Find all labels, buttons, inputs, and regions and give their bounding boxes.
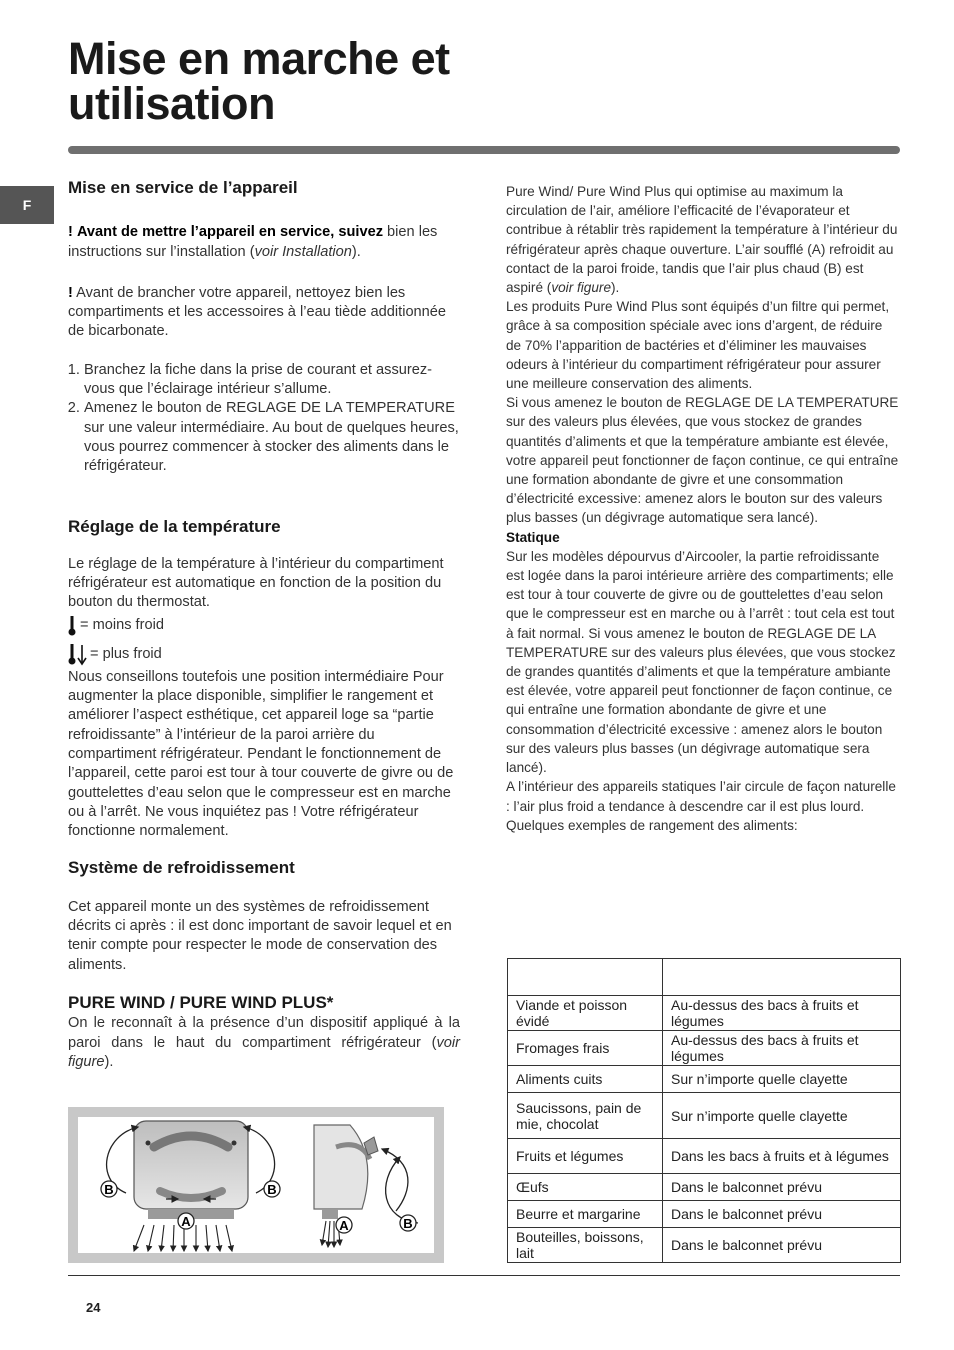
service-paragraph-2: [68, 284, 460, 342]
service-p2-text: Avant de brancher votre appareil, nettoyez bien les compartiments et les accessoires à l’eau tiède additionnée de bicarbonate.: [68, 284, 447, 340]
right-p1-italic: voir figure: [551, 280, 612, 296]
table-cell-food: Fromages frais: [508, 1031, 663, 1066]
page-title: [68, 33, 768, 129]
table-cell-location: Au-dessus des bacs à fruits et légumes: [663, 996, 901, 1031]
section-heading-purewind: PURE WIND / PURE WIND PLUS*: [68, 992, 334, 1012]
table-cell-location: Dans les bacs à fruits et à légumes: [663, 1139, 901, 1174]
cooling-paragraph: Cet appareil monte un des systèmes de refroidissement décrits ci après : il est donc important de savoir lequel et en tenir compte pour respecter le mode de conservation des aliments.: [68, 898, 452, 973]
right-paragraph-2: Les produits Pure Wind Plus sont équipés d’un filtre qui permet, grâce à sa composition spéciale avec ions d’argent, de réduire de 70% l’apparition de bactéries et d’éliminer les mauvaises odeurs à l’intérieur du compartiment réfrigérateur pour assurer une meilleure conservation des aliments.: [506, 299, 890, 392]
table-row: [508, 996, 901, 1031]
table-cell-location: Dans le balconnet prévu: [663, 1228, 901, 1263]
title-divider: [68, 146, 900, 154]
service-paragraph-1: [68, 223, 460, 262]
service-steps: [68, 361, 460, 477]
table-cell-location: Dans le balconnet prévu: [663, 1174, 901, 1201]
service-step-1: 1. Branchez la fiche dans la prise de courant et assurez-vous que l’éclairage intérieur s’allume.: [84, 361, 460, 400]
right-p1-text: Pure Wind/ Pure Wind Plus qui optimise au maximum la circulation de l’air, améliore l’efficacité de l’évaporateur et contribue à rétablir très rapidement la température à l’intérieur du réfrigérateur après chaque ouverture. L’air soufflé (A) refroidit au contact de la paroi froide, tandis que l’air plus chaud (B) est aspiré (: [506, 184, 898, 296]
thermometer-icon: [68, 616, 76, 636]
warning-mark: !: [68, 224, 73, 241]
symbol-less-cold-label: = moins froid: [80, 617, 164, 634]
warning-mark: !: [68, 284, 73, 301]
page-number: 24: [86, 1300, 101, 1315]
table-row: [508, 1066, 901, 1093]
table-cell-location: Dans le balconnet prévu: [663, 1201, 901, 1228]
service-p1-text: bien les instructions sur l’installation (: [68, 224, 438, 260]
purewind-paragraph: [68, 1014, 460, 1072]
table-row: [508, 1228, 901, 1263]
right-paragraph-4: Sur les modèles dépourvus d’Aircooler, la partie refroidissante est logée dans la paroi intérieure arrière des compartiments; elle est tour à tour couverte de givre ou de gouttelettes d’eau selon que le compresseur est en marche ou à l’arrêt : tout cela est tout à fait normal. Si vous amenez le bouton de REGLAGE DE LA TEMPERATURE sur des valeurs plus élevées, que vous stockez de grandes quantités d’aliments et que la température ambiante est élevée, votre appareil peut fonctionner de façon continue, ce qui entraîne une formation abondante de givre et une consommation d’électricité excessive : amenez alors le bouton sur des valeurs plus basses (un dégivrage automatique sera lancé).: [506, 548, 896, 776]
label-a-front: A: [181, 1214, 191, 1229]
table-cell-location: Sur n’importe quelle clayette: [663, 1093, 901, 1139]
right-paragraph-1: [506, 182, 900, 297]
right-p1-end: ).: [611, 280, 620, 296]
label-b-right: B: [267, 1182, 277, 1197]
table-cell-location: Au-dessus des bacs à fruits et légumes: [663, 1031, 901, 1066]
page-title-line2: utilisation: [68, 78, 275, 129]
table-row: [508, 1139, 901, 1174]
service-step-2: 2. Amenez le bouton de REGLAGE DE LA TEMPERATURE sur une valeur intermédiaire. Au bout de quelques heures, vous pourrez commencer à stocker des aliments dans le réfrigérateur.: [84, 399, 460, 476]
service-p1-italic: voir Installation: [254, 243, 352, 260]
purewind-p1-italic: voir figure: [68, 1034, 460, 1070]
symbol-more-cold-label: = plus froid: [90, 646, 162, 663]
table-cell-food: Viande et poisson évidé: [508, 996, 663, 1031]
table-header-row: [508, 959, 901, 996]
table-cell-food: Beurre et margarine: [508, 1201, 663, 1228]
table-cell-location: Sur n’importe quelle clayette: [663, 1066, 901, 1093]
table-row: [508, 1201, 901, 1228]
purewind-p1-text: On le reconnaît à la présence d’un dispositif appliqué à la paroi dans le haut du compartiment réfrigérateur (: [68, 1015, 460, 1051]
right-paragraph-3: Si vous amenez le bouton de REGLAGE DE LA TEMPERATURE sur des valeurs plus élevées, que vous stockez de grandes quantités d’aliments et que la température ambiante est élevée, votre appareil peut fonctionner de façon continue, ce qui entraîne une formation abondante de givre et une consommation d’électricité excessive: amenez alors le bouton sur des valeurs plus basses (un dégivrage automatique sera lancé).: [506, 395, 899, 526]
right-paragraph-5: A l’intérieur des appareils statiques l’air circule de façon naturelle : l’air plus froid a tendance à descendre car il est plus lourd. Quelques exemples de rangement des aliments:: [506, 779, 896, 833]
static-heading: Statique: [506, 529, 560, 545]
symbol-less-cold-row: [68, 613, 460, 639]
airflow-diagram: [78, 1117, 434, 1253]
thermometer-down-arrow-icon: [68, 644, 88, 666]
language-tab: F: [0, 186, 54, 224]
section-heading-cooling: Système de refroidissement: [68, 858, 295, 878]
service-p1-bold: Avant de mettre l’appareil en service, suivez: [76, 224, 383, 241]
page-title-line1: Mise en marche et: [68, 33, 450, 84]
right-column: [506, 182, 900, 835]
temperature-paragraph-2: Nous conseillons toutefois une position intermédiaire Pour augmenter la place disponible, simplifier le rangement et améliorer l’aspect esthétique, cet appareil loge sa “partie refroidissante” à l’intérieur de la paroi arrière du compartiment réfrigérateur. Pendant le fonctionnement de l’appareil, cette paroi est tour à tour couverte de givre ou de gouttelettes d’eau selon que le compresseur est en marche ou à l’arrêt. Ne vous inquiétez pas ! Votre réfrigérateur fonctionne normalement.: [68, 668, 454, 840]
section-heading-temperature: Réglage de la température: [68, 516, 281, 536]
label-b-left: B: [104, 1182, 114, 1197]
label-a-side: A: [339, 1218, 349, 1233]
table-cell-food: Saucissons, pain de mie, chocolat: [508, 1093, 663, 1139]
side-view-unit: [314, 1125, 378, 1219]
table-cell-food: Œufs: [508, 1174, 663, 1201]
label-b-side: B: [403, 1216, 413, 1231]
table-cell-food: Aliments cuits: [508, 1066, 663, 1093]
food-storage-table: [507, 958, 901, 1263]
purewind-p1-end: ).: [104, 1053, 114, 1070]
left-column: [68, 178, 460, 1072]
table-header-cell: [663, 959, 901, 996]
front-view-unit: [134, 1121, 248, 1219]
temperature-paragraph-1: Le réglage de la température à l’intérieur du compartiment réfrigérateur est automatique en fonction de la position du bouton du thermostat.: [68, 555, 444, 611]
table-cell-food: Fruits et légumes: [508, 1139, 663, 1174]
table-header-cell: [508, 959, 663, 996]
airflow-figure: [68, 1107, 444, 1263]
table-row: [508, 1031, 901, 1066]
table-row: [508, 1093, 901, 1139]
table-row: [508, 1174, 901, 1201]
section-heading-service: Mise en service de l’appareil: [68, 178, 298, 197]
table-cell-food: Bouteilles, boissons, lait: [508, 1228, 663, 1263]
service-p1-end: ).: [351, 243, 361, 260]
bottom-divider: [68, 1275, 900, 1276]
symbol-more-cold-row: [68, 642, 460, 668]
